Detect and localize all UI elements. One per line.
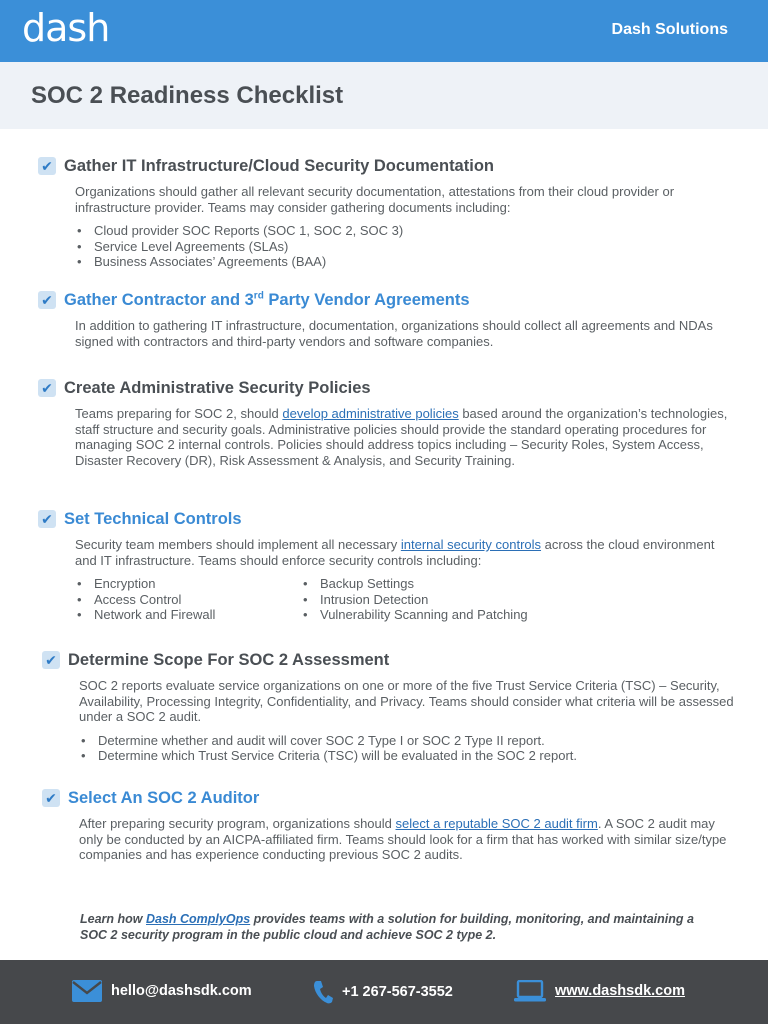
section-body: In addition to gathering IT infrastructure, documentation, organizations should collect all agreements and NDAs signed with contractors and third-party vendors and software companies. — [75, 318, 713, 349]
footer-email[interactable]: hello@dashsdk.com — [72, 980, 252, 1002]
section-technical-controls — [38, 508, 738, 623]
develop-policies-link[interactable]: develop administrative policies — [282, 406, 459, 421]
footer-phone[interactable]: +1 267-567-3552 — [313, 980, 453, 1004]
title-bar — [0, 62, 768, 129]
check-icon: ✔ — [42, 789, 60, 807]
footer-bar — [0, 960, 768, 1024]
list-item: • Vulnerability Scanning and Patching — [301, 607, 601, 623]
section-auditor — [42, 787, 742, 863]
section-body: Organizations should gather all relevant security documentation, attestations from their cloud provider or infrastructure provider. Teams may consider gathering documents including: — [75, 184, 675, 215]
section-title: Determine Scope For SOC 2 Assessment — [68, 650, 390, 669]
complyops-link[interactable]: Dash ComplyOps — [145, 912, 251, 926]
check-icon: ✔ — [38, 379, 56, 397]
phone-icon — [313, 980, 333, 1004]
list-item: • Cloud provider SOC Reports (SOC 1, SOC 2, SOC 3) — [75, 223, 738, 239]
section-vendor-agreements — [38, 289, 738, 349]
internal-controls-link[interactable]: internal security controls — [400, 537, 542, 552]
list-item: • Backup Settings — [301, 576, 601, 592]
section-title: Select An SOC 2 Auditor — [68, 788, 260, 807]
section-title: Set Technical Controls — [64, 509, 242, 528]
header-bar — [0, 0, 768, 62]
audit-firm-link[interactable]: select a reputable SOC 2 audit firm — [395, 816, 598, 831]
call-to-action: Learn how Dash ComplyOps provides teams with a solution for building, monitoring, and maintaining a SOC 2 security program in the public cloud and achieve SOC 2 type 2. — [80, 912, 694, 942]
list-item: • Encryption — [75, 576, 301, 592]
section-body: After preparing security program, organizations should select a reputable SOC 2 audit firm. A SOC 2 audit may only be conducted by an AICPA-affiliated firm. Teams should look for a firm that has worked with similar size/type companies and has experience conducting previous SOC 2 audits. — [79, 816, 727, 863]
laptop-icon — [514, 980, 546, 1002]
page-title: SOC 2 Readiness Checklist — [31, 82, 344, 109]
section-it-infrastructure — [38, 155, 738, 270]
section-body: Security team members should implement all necessary internal security controls across the cloud environment and IT infrastructure. Teams should enforce security controls including: — [75, 537, 715, 568]
list-item: • Intrusion Detection — [301, 592, 601, 608]
dash-logo[interactable]: dash — [22, 6, 110, 50]
list-item: • Business Associates’ Agreements (BAA) — [75, 254, 738, 270]
check-icon: ✔ — [42, 651, 60, 669]
section-title: Gather Contractor and 3rd Party Vendor Agreements — [64, 290, 470, 309]
list-item: • Determine whether and audit will cover SOC 2 Type I or SOC 2 Type II report. — [79, 733, 742, 749]
list-item: • Determine which Trust Service Criteria (TSC) will be evaluated in the SOC 2 report. — [79, 748, 742, 764]
list-item: • Access Control — [75, 592, 301, 608]
check-icon: ✔ — [38, 291, 56, 309]
section-scope — [42, 649, 742, 764]
envelope-icon — [72, 980, 102, 1002]
section-title: Create Administrative Security Policies — [64, 378, 371, 397]
check-icon: ✔ — [38, 157, 56, 175]
section-body: Teams preparing for SOC 2, should develop administrative policies based around the organization’s technologies, staff structure and security goals. Administrative policies should provide the standard operating procedures for managing SOC 2 internal controls. Policies should address topics including – Security Roles, System Access, Disaster Recovery (DR), Risk Assessment & Analysis, and Security Training. — [75, 406, 728, 468]
section-title: Gather IT Infrastructure/Cloud Security Documentation — [64, 156, 494, 175]
section-body: SOC 2 reports evaluate service organizations on one or more of the five Trust Service Criteria (TSC) – Security, Availability, Processing Integrity, Confidentiality, and Privacy. Teams should consider what criteria will be assessed under a SOC 2 audit. — [79, 678, 734, 725]
list-item: • Service Level Agreements (SLAs) — [75, 239, 738, 255]
check-icon: ✔ — [38, 510, 56, 528]
brand-name: Dash Solutions — [611, 21, 728, 38]
section-admin-policies — [38, 377, 738, 468]
list-item: • Network and Firewall — [75, 607, 301, 623]
footer-website[interactable]: www.dashsdk.com — [514, 980, 685, 1002]
